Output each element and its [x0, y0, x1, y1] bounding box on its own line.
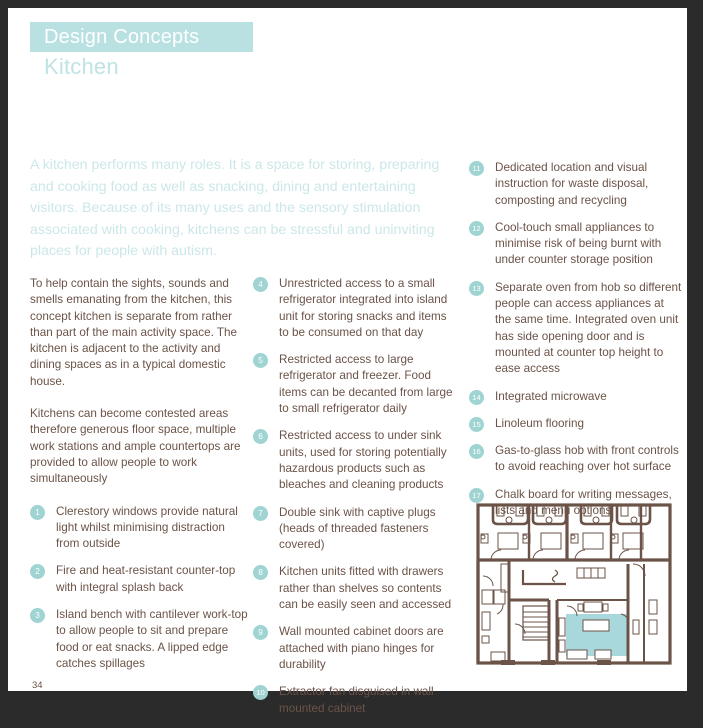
item-number-badge: 7	[253, 506, 268, 521]
list-item	[253, 684, 458, 717]
right-column	[469, 160, 682, 530]
item-text: Linoleum flooring	[495, 416, 585, 430]
list-item	[253, 624, 458, 673]
left-paragraph-2: Kitchens can become contested areas therefore generous floor space, multiple work stations and ample countertops are provided to allow people to work simultaneously	[30, 407, 241, 486]
item-number-badge: 4	[253, 277, 268, 292]
left-column	[30, 276, 248, 683]
list-item	[253, 564, 458, 613]
intro-paragraph: A kitchen performs many roles. It is a space for storing, preparing and cooking food as well as snacking, dining and entertaining visitors. Because of its many uses and the sensory stimulation associated with cooking, kitchens can be stressful and uninviting places for people with autism.	[30, 157, 440, 259]
left-item-list	[30, 504, 248, 673]
item-number-badge: 8	[253, 565, 268, 580]
list-item	[30, 607, 248, 672]
list-item	[469, 280, 682, 378]
list-item	[30, 504, 248, 553]
item-number-badge: 5	[253, 353, 268, 368]
item-text: Restricted access to large refrigerator and freezer. Food items can be decanted from large to small refrigerator daily	[279, 353, 453, 416]
list-item	[469, 220, 682, 269]
item-number-badge: 12	[469, 221, 484, 236]
item-number-badge: 13	[469, 281, 484, 296]
list-item	[469, 416, 682, 432]
list-item	[253, 428, 458, 493]
list-item	[253, 276, 458, 341]
list-item	[469, 443, 682, 476]
item-number-badge: 3	[30, 608, 45, 623]
page-number: 34	[32, 680, 43, 691]
middle-item-list	[253, 276, 458, 717]
list-item	[30, 563, 248, 596]
page-title: Kitchen	[44, 54, 119, 79]
item-text: Wall mounted cabinet doors are attached with piano hinges for durability	[279, 625, 444, 671]
item-text: Island bench with cantilever work-top to allow people to sit and prepare food or eat snacks. A lipped edge catches spillages	[56, 608, 248, 670]
item-text: Extractor fan disguised in wall mounted cabinet	[279, 685, 434, 715]
item-text: Kitchen units fitted with drawers rather than shelves so contents can be easily seen and accessed	[279, 565, 452, 612]
item-number-badge: 1	[30, 505, 45, 520]
item-number-badge: 14	[469, 390, 484, 405]
list-item	[253, 505, 458, 554]
item-text: Unrestricted access to a small refrigerator integrated into island unit for storing snacks and items to be consumed on that day	[279, 277, 448, 339]
item-text: Chalk board for writing messages, lists and menu options	[495, 487, 672, 518]
middle-column	[253, 276, 458, 728]
document-page	[8, 8, 687, 715]
item-number-badge: 9	[253, 625, 268, 640]
floor-plan-diagram	[471, 502, 677, 670]
item-text: Gas-to-glass hob with front controls to avoid reaching over hot surface	[495, 444, 679, 474]
item-text: Cool-touch small appliances to minimise risk of being burnt with under counter storage position	[495, 220, 662, 267]
item-text: Double sink with captive plugs (heads of threaded fasteners covered)	[279, 505, 436, 552]
section-band	[30, 22, 253, 52]
right-item-list	[469, 160, 682, 519]
list-item	[469, 160, 682, 209]
item-text: Restricted access to under sink units, used for storing potentially hazardous products such as bleaches and cleaning products	[279, 429, 447, 492]
item-number-badge: 2	[30, 564, 45, 579]
item-number-badge: 6	[253, 429, 268, 444]
item-number-badge: 15	[469, 417, 484, 432]
item-number-badge: 17	[469, 488, 484, 503]
item-text: Clerestory windows provide natural light whilst minimising distraction from outside	[56, 504, 238, 551]
item-text: Fire and heat-resistant counter-top with integral splash back	[56, 564, 236, 594]
left-paragraph-1: To help contain the sights, sounds and smells emanating from the kitchen, this concept kitchen is separate from rather than part of the main activity space. The kitchen is adjacent to the activity and dining spaces as in a typical domestic house.	[30, 277, 238, 388]
item-number-badge: 11	[469, 161, 484, 176]
section-title: Design Concepts	[44, 26, 200, 48]
item-text: Separate oven from hob so different people can access appliances at the same time. Integrated oven unit has side opening door and is mounted at counter top height to ease access	[495, 280, 682, 376]
item-text: Dedicated location and visual instruction for waste disposal, composting and recycling	[495, 161, 649, 207]
floor-plan-svg	[471, 502, 677, 670]
item-number-badge: 16	[469, 444, 484, 459]
list-item	[469, 389, 682, 405]
item-text: Integrated microwave	[495, 389, 607, 403]
list-item	[253, 352, 458, 417]
item-number-badge: 10	[253, 685, 268, 700]
